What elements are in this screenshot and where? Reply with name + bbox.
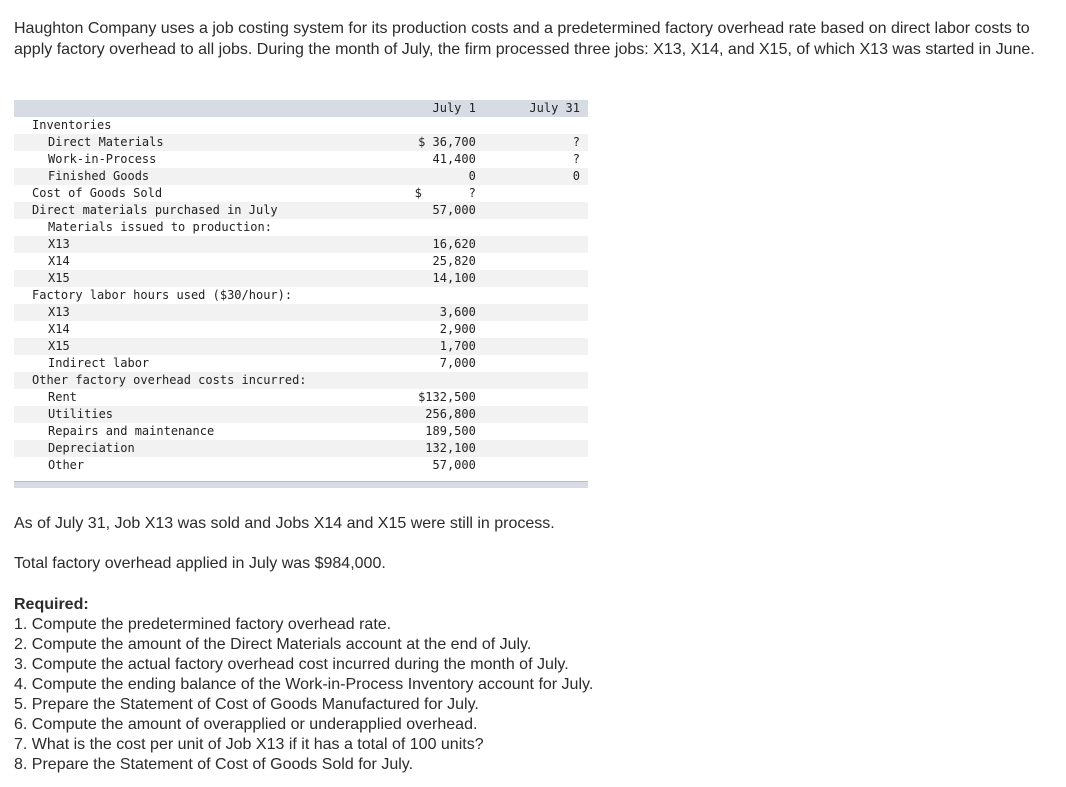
row-july1-value — [415, 219, 484, 236]
row-label: Direct materials purchased in July — [14, 202, 415, 219]
row-gap — [484, 338, 514, 355]
row-july1-value — [415, 151, 484, 168]
row-label: X14 — [14, 321, 415, 338]
row-label: Finished Goods — [14, 168, 415, 185]
july31-text — [580, 203, 588, 217]
july1-text: 16,620 — [432, 237, 476, 251]
table-row — [14, 151, 588, 168]
july1-text: 2,900 — [439, 322, 476, 336]
row-july31-value — [513, 253, 588, 270]
row-gap — [484, 321, 514, 338]
row-july31-value — [513, 321, 588, 338]
row-july1-value — [415, 423, 484, 440]
row-gap — [484, 287, 514, 304]
required-item: 4. Compute the ending balance of the Work-in-Process Inventory account for July. — [14, 676, 594, 693]
row-label: Cost of Goods Sold — [14, 185, 415, 202]
july31-text — [580, 356, 588, 370]
july1-text: $132,500 — [418, 390, 476, 404]
row-label: Utilities — [14, 406, 415, 423]
row-july31-value — [513, 287, 588, 304]
row-gap — [484, 117, 514, 134]
row-july31-value — [513, 270, 588, 287]
row-label: X15 — [14, 338, 415, 355]
row-gap — [484, 168, 514, 185]
header-label-cell — [14, 100, 415, 117]
required-item: 2. Compute the amount of the Direct Materials account at the end of July. — [14, 636, 532, 653]
july31-text: ? — [572, 135, 580, 149]
row-july1-value — [415, 372, 484, 389]
table-row — [14, 253, 588, 270]
july31-text — [580, 390, 588, 404]
row-gap — [484, 219, 514, 236]
row-july1-value — [415, 338, 484, 355]
row-label: X14 — [14, 253, 415, 270]
row-label: X13 — [14, 236, 415, 253]
table-row — [14, 287, 588, 304]
row-gap — [484, 406, 514, 423]
july1-text: 3,600 — [439, 305, 476, 319]
row-gap — [484, 185, 514, 202]
july31-text: ? — [572, 152, 580, 166]
row-july1-value — [415, 117, 484, 134]
table-row — [14, 270, 588, 287]
row-gap — [484, 372, 514, 389]
row-july31-value — [513, 304, 588, 321]
row-july31-value — [513, 117, 588, 134]
july1-text: 132,100 — [425, 441, 476, 455]
row-july31-value — [513, 151, 588, 168]
row-july31-value — [513, 168, 588, 185]
july1-text: 41,400 — [432, 152, 476, 166]
required-item: 7. What is the cost per unit of Job X13 if it has a total of 100 units? — [14, 736, 484, 753]
row-july31-value — [513, 457, 588, 474]
row-gap — [484, 236, 514, 253]
required-item: 3. Compute the actual factory overhead cost incurred during the month of July. — [14, 656, 569, 673]
july1-text: 0 — [468, 169, 476, 183]
table-row — [14, 389, 588, 406]
july31-text — [580, 322, 588, 336]
july31-text — [580, 220, 588, 234]
header-july31: July 31 — [513, 100, 588, 117]
july1-text — [476, 220, 484, 234]
dollar-sign: $ — [414, 186, 422, 200]
table-row — [14, 355, 588, 372]
table-row — [14, 304, 588, 321]
july1-text: 57,000 — [432, 458, 476, 472]
row-july1-value — [415, 134, 484, 151]
required-item: 8. Prepare the Statement of Cost of Goods Sold for July. — [14, 756, 414, 773]
row-label: Materials issued to production: — [14, 219, 415, 236]
july1-text: 256,800 — [425, 407, 476, 421]
table-row — [14, 321, 588, 338]
required-item: 1. Compute the predetermined factory overhead rate. — [14, 616, 392, 633]
table-bottom-bar — [14, 481, 588, 488]
row-july1-value — [415, 355, 484, 372]
row-july1-value — [415, 202, 484, 219]
row-gap — [484, 270, 514, 287]
table-row — [14, 338, 588, 355]
july31-text — [580, 339, 588, 353]
row-july1-value — [415, 304, 484, 321]
overhead-paragraph: Total factory overhead applied in July was $984,000. — [14, 555, 386, 572]
july1-text — [476, 373, 484, 387]
row-label: Depreciation — [14, 440, 415, 457]
row-label: Repairs and maintenance — [14, 423, 415, 440]
row-july31-value — [513, 372, 588, 389]
row-july31-value — [513, 236, 588, 253]
row-label: X13 — [14, 304, 415, 321]
required-item: 6. Compute the amount of overapplied or underapplied overhead. — [14, 716, 478, 733]
table-row — [14, 372, 588, 389]
july1-text: 1,700 — [439, 339, 476, 353]
required-section — [14, 595, 593, 775]
july1-text: 14,100 — [432, 271, 476, 285]
july31-text — [580, 254, 588, 268]
row-gap — [484, 440, 514, 457]
table-row — [14, 457, 588, 474]
table-row — [14, 134, 588, 151]
table-row — [14, 236, 588, 253]
july1-text: 189,500 — [425, 424, 476, 438]
data-table — [14, 100, 588, 488]
july1-text: 25,820 — [432, 254, 476, 268]
row-label: Other — [14, 457, 415, 474]
july1-text: 57,000 — [432, 203, 476, 217]
table-row — [14, 117, 588, 134]
row-gap — [484, 457, 514, 474]
row-july1-value — [415, 406, 484, 423]
status-paragraph: As of July 31, Job X13 was sold and Jobs X14 and X15 were still in process. — [14, 515, 555, 532]
row-july1-value — [415, 457, 484, 474]
row-label: Indirect labor — [14, 355, 415, 372]
required-title: Required: — [14, 596, 89, 613]
row-july31-value — [513, 338, 588, 355]
row-july1-value — [415, 287, 484, 304]
july31-text — [580, 458, 588, 472]
row-label: X15 — [14, 270, 415, 287]
july31-text — [580, 237, 588, 251]
row-july1-value — [415, 168, 484, 185]
row-july1-value — [415, 270, 484, 287]
table-row — [14, 202, 588, 219]
row-label: Rent — [14, 389, 415, 406]
row-gap — [484, 253, 514, 270]
row-july31-value — [513, 355, 588, 372]
table-header-row — [14, 100, 588, 117]
row-july31-value — [513, 219, 588, 236]
row-label: Factory labor hours used ($30/hour): — [14, 287, 415, 304]
row-july31-value — [513, 389, 588, 406]
table-row — [14, 168, 588, 185]
row-label: Work-in-Process — [14, 151, 415, 168]
july31-text — [580, 373, 588, 387]
row-july31-value — [513, 134, 588, 151]
row-july1-value — [415, 253, 484, 270]
row-gap — [484, 134, 514, 151]
row-july31-value — [513, 423, 588, 440]
table-row — [14, 423, 588, 440]
july31-text — [580, 118, 588, 132]
table-row — [14, 440, 588, 457]
row-gap — [484, 355, 514, 372]
july1-text: ? — [468, 186, 476, 200]
table-body — [14, 117, 588, 488]
row-gap — [484, 389, 514, 406]
row-label: Direct Materials — [14, 134, 415, 151]
july31-text — [580, 186, 588, 200]
july1-text: 7,000 — [439, 356, 476, 370]
july1-text — [476, 118, 484, 132]
july31-text — [580, 424, 588, 438]
table-row — [14, 219, 588, 236]
july1-text: $ 36,700 — [418, 135, 476, 149]
table-row — [14, 406, 588, 423]
row-gap — [484, 151, 514, 168]
july31-text — [580, 407, 588, 421]
july31-text — [580, 271, 588, 285]
table-row — [14, 185, 588, 202]
row-july31-value — [513, 440, 588, 457]
required-list — [14, 615, 593, 775]
july31-text — [580, 288, 588, 302]
july31-text — [580, 441, 588, 455]
row-gap — [484, 202, 514, 219]
row-july1-value — [415, 236, 484, 253]
row-july31-value — [513, 406, 588, 423]
row-july31-value — [513, 202, 588, 219]
header-gap — [484, 100, 514, 117]
row-gap — [484, 423, 514, 440]
july31-text — [580, 305, 588, 319]
row-july1-value — [415, 440, 484, 457]
row-july1-value — [415, 185, 484, 202]
july31-text: 0 — [572, 169, 580, 183]
row-gap — [484, 304, 514, 321]
july1-text — [476, 288, 484, 302]
required-item: 5. Prepare the Statement of Cost of Goods Manufactured for July. — [14, 696, 479, 713]
row-july31-value — [513, 185, 588, 202]
header-july1: July 1 — [415, 100, 484, 117]
row-july1-value — [415, 321, 484, 338]
intro-paragraph: Haughton Company uses a job costing system for its production costs and a predetermined factory overhead rate based on direct labor costs to apply factory overhead to all jobs. During the month of July, the firm processed three jobs: X13, X14, and X15, of which X13 was started in June. — [14, 20, 1035, 58]
row-label: Other factory overhead costs incurred: — [14, 372, 415, 389]
row-july1-value — [415, 389, 484, 406]
row-label: Inventories — [14, 117, 415, 134]
